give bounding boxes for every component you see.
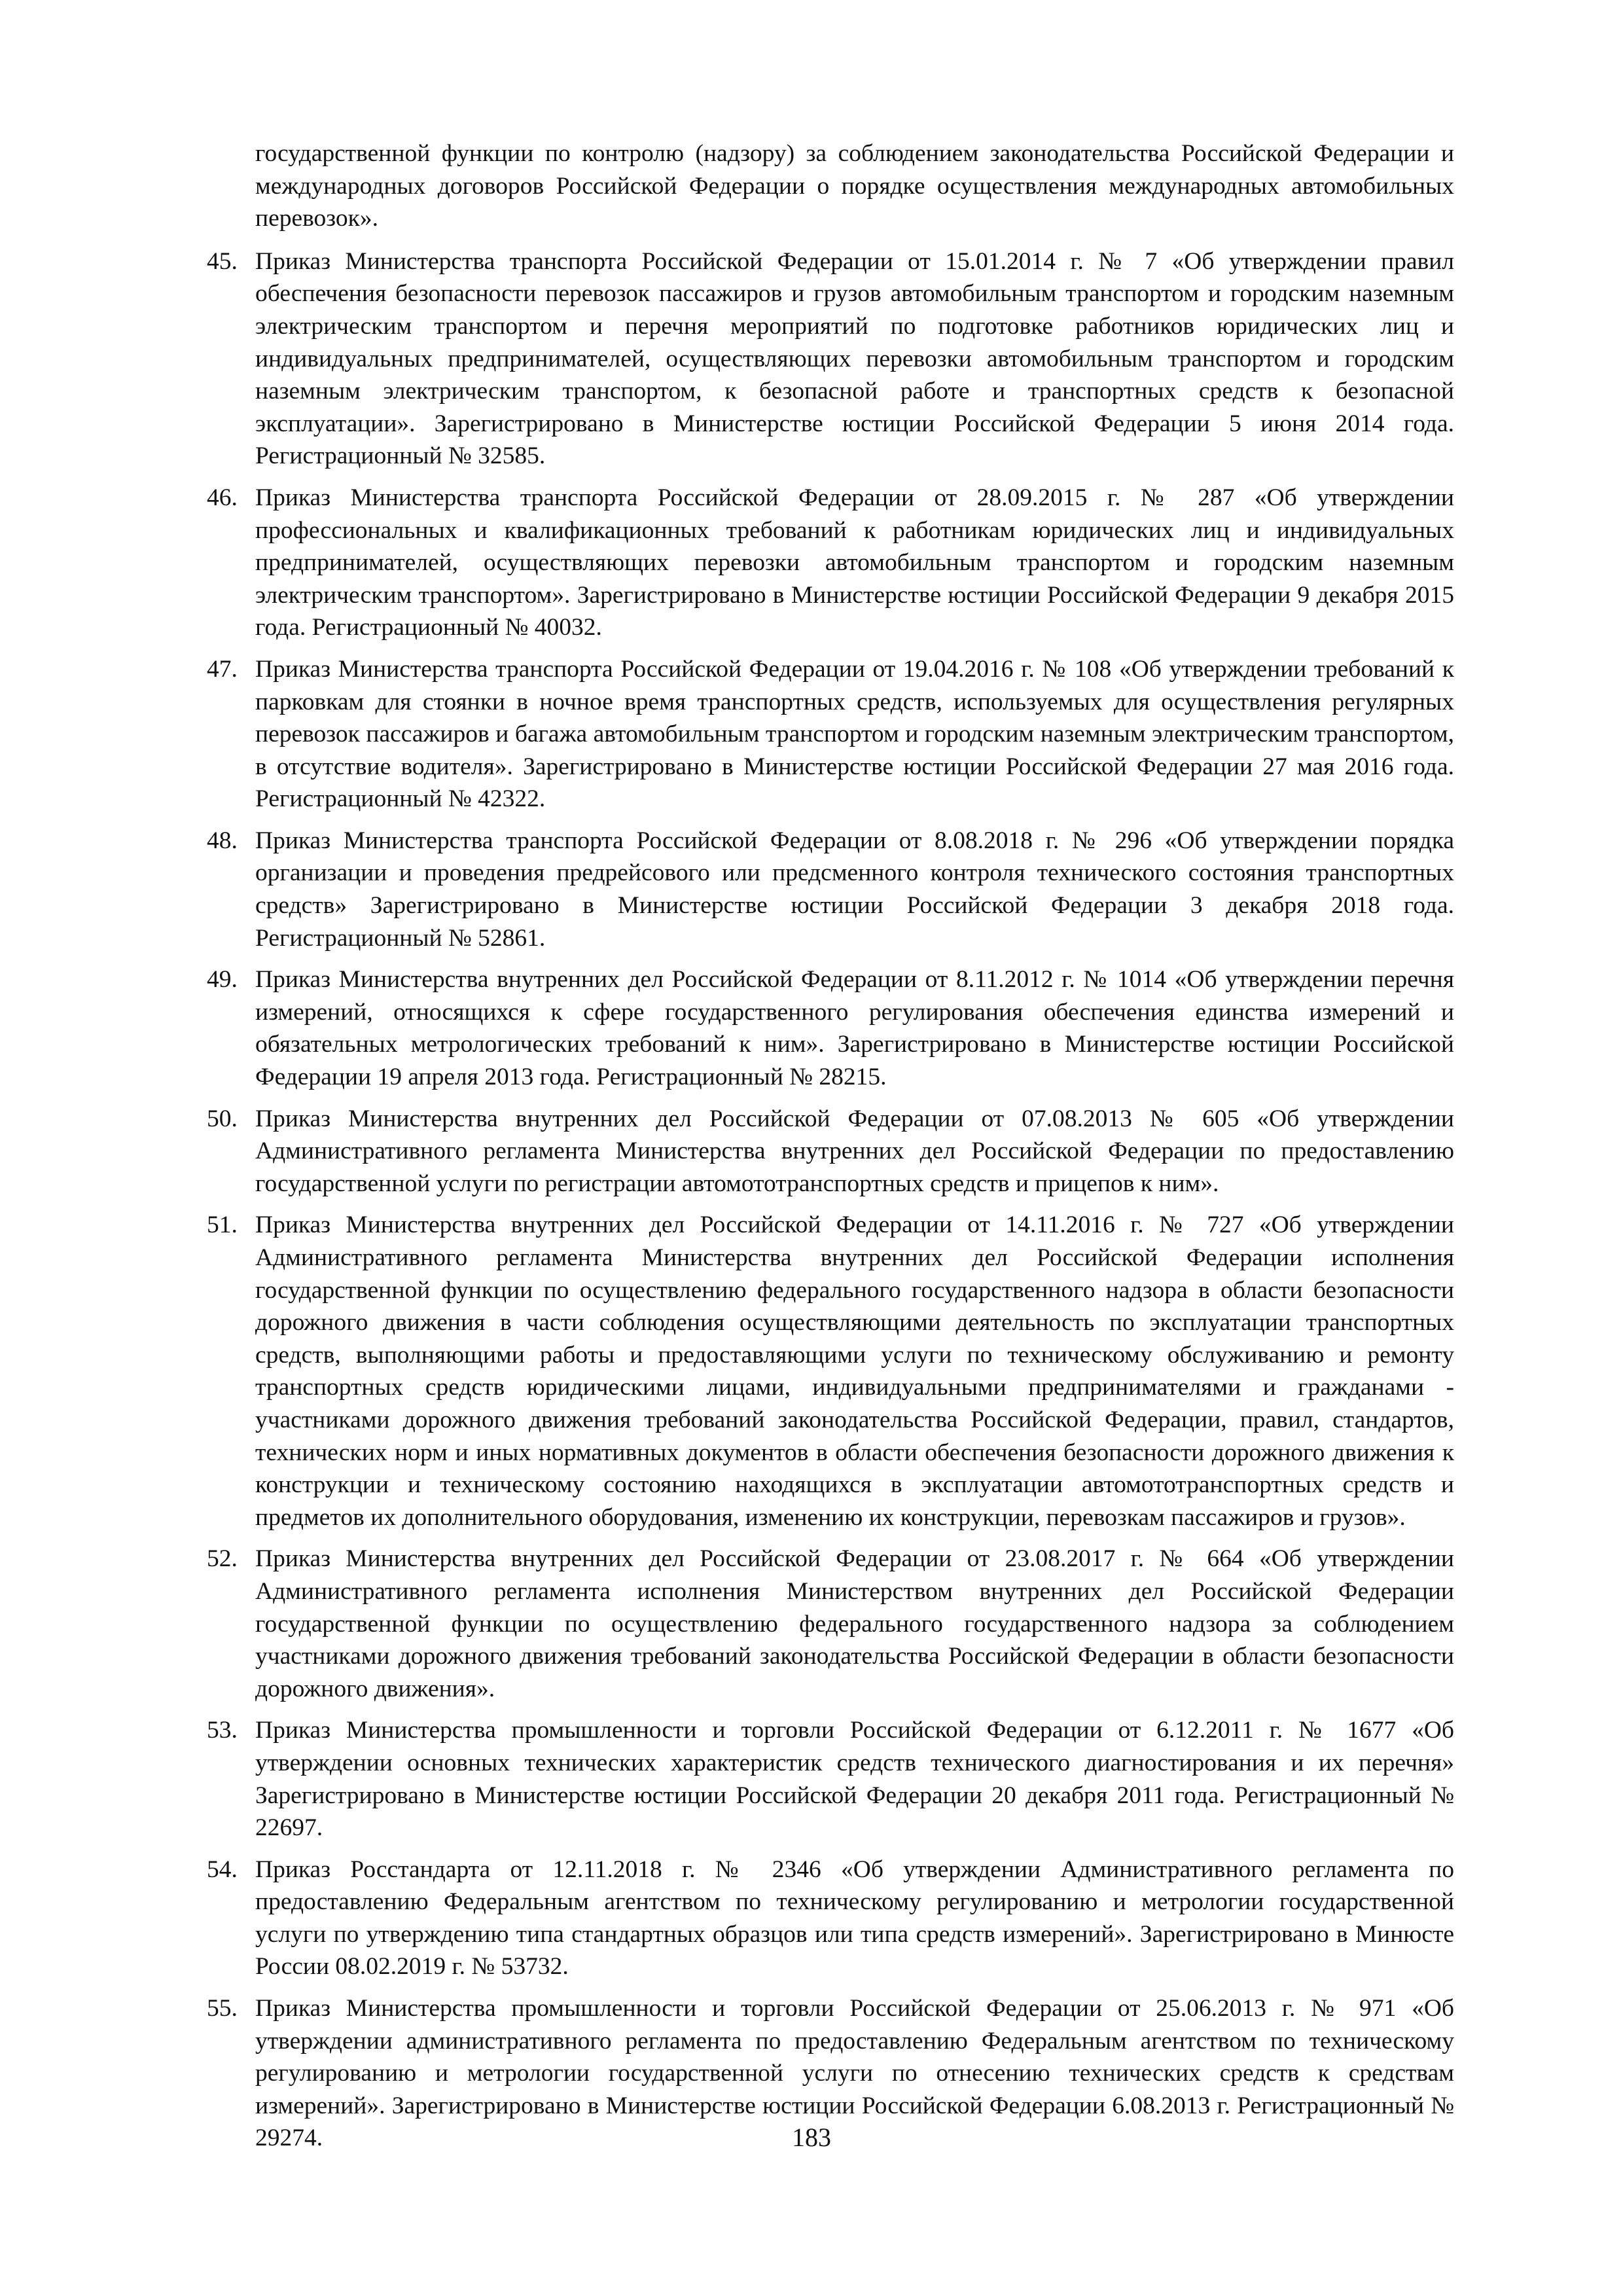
list-item-51 xyxy=(207,1209,1454,1534)
list-item-text: государственной функции по контролю (надзору) за соблюдением законодательства Российской Федерации и международных договоров Российской Федерации о порядке осуществления международных автомобильных перевозок». xyxy=(255,140,1454,232)
list-item-text: Приказ Министерства внутренних дел Российской Федерации от 14.11.2016 г. № 727 «Об утверждении Административного регламента Министерства внутренних дел Российской Федерации исполнения государственной функции по осуществлению федерального государственного надзора в области безопасности дорожного движения в части соблюдения осуществляющими деятельность по эксплуатации транспортных средств, выполняющими работы и предоставляющими услуги по техническому обслуживанию и ремонту транспортных средств юридическими лицами, индивидуальными предпринимателями и гражданами - участниками дорожного движения требований законодательства Российской Федерации, правил, стандартов, технических норм и иных нормативных документов в области обеспечения безопасности дорожного движения к конструкции и техническому состоянию находящихся в эксплуатации автомототранспортных средств и предметов их дополнительного оборудования, изменению их конструкции, перевозкам пассажиров и грузов». xyxy=(255,1211,1454,1531)
list-item-number: 54. xyxy=(207,1856,238,1883)
list-item-text: Приказ Министерства внутренних дел Российской Федерации от 23.08.2017 г. № 664 «Об утверждении Административного регламента исполнения Министерством внутренних дел Российской Федерации государственной функции по осуществлению федерального государственного надзора за соблюдением участниками дорожного движения требований законодательства Российской Федерации в области безопасности дорожного движения». xyxy=(255,1545,1454,1702)
list-item-text: Приказ Министерства транспорта Российской Федерации от 28.09.2015 г. № 287 «Об утверждении профессиональных и квалификационных требований к работникам юридических лиц и индивидуальных предпринимателей, осуществляющих перевозки автомобильным транспортом и городским наземным электрическим транспортом». Зарегистрировано в Министерстве юстиции Российской Федерации 9 декабря 2015 года. Регистрационный № 40032. xyxy=(255,484,1454,641)
list-item-text: Приказ Росстандарта от 12.11.2018 г. № 2346 «Об утверждении Административного регламента по предоставлению Федеральным агентством по техническому регулированию и метрологии государственной услуги по утверждению типа стандартных образцов или типа средств измерений». Зарегистрировано в Минюсте России 08.02.2019 г. № 53732. xyxy=(255,1856,1454,1981)
list-item-number: 55. xyxy=(207,1995,238,2022)
list-item-53 xyxy=(207,1714,1454,1844)
list-item-49 xyxy=(207,963,1454,1093)
list-item-number: 45. xyxy=(207,247,238,275)
list-item-text: Приказ Министерства внутренних дел Российской Федерации от 8.11.2012 г. № 1014 «Об утверждении перечня измерений, относящихся к сфере государственного регулирования обеспечения единства измерений и обязательных метрологических требований к ним». Зарегистрировано в Министерстве юстиции Российской Федерации 19 апреля 2013 года. Регистрационный № 28215. xyxy=(255,966,1454,1091)
list-item-number: 48. xyxy=(207,827,238,854)
list-item-text: Приказ Министерства промышленности и торговли Российской Федерации от 6.12.2011 г. № 1677 «Об утверждении основных технических характеристик средств технического диагностирования и их перечня» Зарегистрировано в Министерстве юстиции Российской Федерации 20 декабря 2011 года. Регистрационный № 22697. xyxy=(255,1717,1454,1842)
list-item-text: Приказ Министерства внутренних дел Российской Федерации от 07.08.2013 № 605 «Об утверждении Административного регламента Министерства внутренних дел Российской Федерации по предоставлению государственной услуги по регистрации автомототранспортных средств и прицепов к ним». xyxy=(255,1105,1454,1197)
list-item-text: Приказ Министерства транспорта Российской Федерации от 8.08.2018 г. № 296 «Об утверждении порядка организации и проведения предрейсового или предсменного контроля технического состояния транспортных средств» Зарегистрировано в Министерстве юстиции Российской Федерации 3 декабря 2018 года. Регистрационный № 52861. xyxy=(255,827,1454,952)
list-item-continuation xyxy=(207,137,1454,235)
list-item-number: 50. xyxy=(207,1105,238,1132)
page-number: 183 xyxy=(792,2123,831,2152)
list-item-54 xyxy=(207,1854,1454,1983)
list-item-47 xyxy=(207,653,1454,816)
list-item-number: 47. xyxy=(207,655,238,683)
list-item-number: 52. xyxy=(207,1545,238,1573)
list-item-text: Приказ Министерства транспорта Российской Федерации от 15.01.2014 г. № 7 «Об утверждении правил обеспечения безопасности перевозок пассажиров и грузов автомобильным транспортом и городским наземным электрическим транспортом и перечня мероприятий по подготовке работников юридических лиц и индивидуальных предпринимателей, осуществляющих перевозки автомобильным транспортом и городским наземным электрическим транспортом, к безопасной работе и транспортных средств к безопасной эксплуатации». Зарегистрировано в Министерстве юстиции Российской Федерации 5 июня 2014 года. Регистрационный № 32585. xyxy=(255,247,1454,470)
reference-list xyxy=(207,137,1454,2164)
list-item-number: 53. xyxy=(207,1717,238,1744)
list-item-45 xyxy=(207,245,1454,473)
list-item-52 xyxy=(207,1543,1454,1705)
list-item-50 xyxy=(207,1103,1454,1200)
list-item-46 xyxy=(207,482,1454,644)
list-item-text: Приказ Министерства промышленности и торговли Российской Федерации от 25.06.2013 г. № 971 «Об утверждении административного регламента по предоставлению Федеральным агентством по техническому регулированию и метрологии государственной услуги по отнесению технических средств к средствам измерений». Зарегистрировано в Министерстве юстиции Российской Федерации 6.08.2013 г. Регистрационный № 29274. xyxy=(255,1995,1454,2152)
list-item-48 xyxy=(207,825,1454,954)
list-item-number: 49. xyxy=(207,966,238,994)
list-item-number: 51. xyxy=(207,1211,238,1239)
list-item-number: 46. xyxy=(207,484,238,511)
list-item-text: Приказ Министерства транспорта Российской Федерации от 19.04.2016 г. № 108 «Об утверждении требований к парковкам для стоянки в ночное время транспортных средств, используемых для осуществления регулярных перевозок пассажиров и багажа автомобильным транспортом и городским наземным электрическим транспортом, в отсутствие водителя». Зарегистрировано в Министерстве юстиции Российской Федерации 27 мая 2016 года. Регистрационный № 42322. xyxy=(255,655,1454,813)
